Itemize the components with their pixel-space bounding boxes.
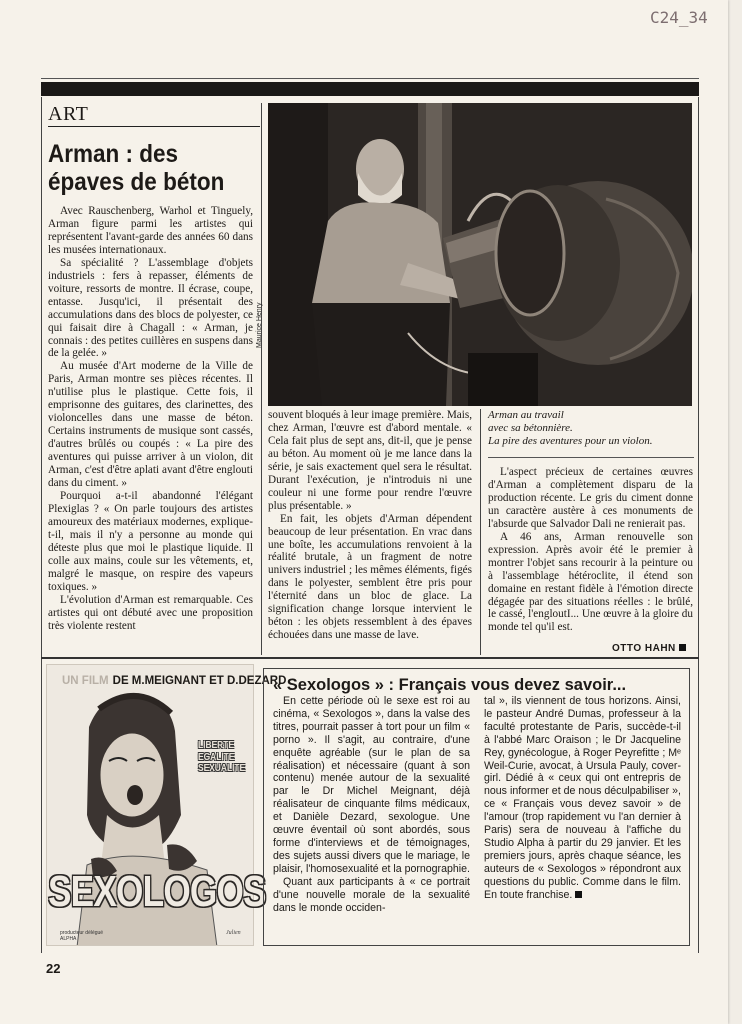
poster-title: SEXOLOGOS <box>48 867 266 916</box>
paragraph: souvent bloqués à leur image première. Mais, chez Arman, l'œuvre est d'abord mentale. « Cela fait plus de sept ans, dit-il, que je pense au béton. Au moment où je me lance dans la série, je sais exactement quel sera le résultat. Durant l'exécution, je n'introduis ni une couleur ni une forme pour rendre l'œuvre plus présentable. » <box>268 409 472 512</box>
tagline-word: EGALITE <box>198 750 235 763</box>
caption-rule <box>488 457 694 458</box>
poster-producer-label: producteur délégué <box>60 930 104 936</box>
paragraph: L'évolution d'Arman est remarquable. Ces artistes qui ont débuté avec une proposition très violente restent <box>48 593 253 632</box>
page-number: 22 <box>46 961 61 976</box>
article-column-1 <box>48 205 253 632</box>
caption-line: La pire des aventures pour un violon. <box>488 434 653 447</box>
archive-reference: C24_34 <box>650 8 708 27</box>
article-column-3 <box>488 466 693 634</box>
paragraph: Pourquoi a-t-il abandonné l'élégant Plexiglas ? « On parle toujours des artistes amoureux des matériaux modernes, explique-t-il, mais il n'y a personne au monde qui déteste plus que moi le plastique liquide. Il colle aux mains, coule sur les vêtements, et, malgré le masque, on respire des vapeurs toxiques. » <box>48 489 253 593</box>
article-column-2 <box>268 409 472 642</box>
paragraph: A 46 ans, Arman renouvelle son expression. Après avoir été le premier à montrer l'objet sans recourir à la peinture ou à l'assemblage hétéroclite, il étend son domaine en restant fidèle à l'émotion directe dégagée par des situations réelles : le brûlé, le cassé, l'engloutI... Une œuvre à la gloire du monde tel qu'il est. <box>488 530 693 634</box>
caption-line: avec sa bétonnière. <box>488 421 573 434</box>
film-review-title: « Sexologos » : Français vous devez savoir... <box>273 676 627 694</box>
section-label: ART <box>48 103 260 127</box>
arman-photo <box>268 103 692 406</box>
tagline-word: LIBERTE <box>198 739 234 751</box>
poster-small-print <box>60 930 103 942</box>
section-divider <box>41 657 699 659</box>
top-thin-rule <box>41 78 699 79</box>
column-rule <box>480 409 481 655</box>
film-review-column-1 <box>273 695 470 914</box>
tagline-word: SEXUALITE <box>198 762 246 774</box>
photo-illustration <box>268 103 692 406</box>
paragraph-text: tal », ils viennent de tous horizons. Ainsi, le pasteur André Dumas, professeur à la faculté protestante de Paris, succède-t-il à l'abbé Marc Oraison ; le Dr Jacqueline Rey, gynécologue, à Roger Peyrefitte ; Mᵉ Weil-Curie, avocat, à Ursula Pauly, cover-girl. Dédié à « ceux qui ont entrepris de nous informer et de nous déculpabiliser », ce « Français vous devez savoir » de l'amour (trop rapidement vu l'an dernier à Paris) sera de nouveau à l'affiche du Studio Alpha à partir du 29 janvier. Et les premiers jours, après chaque séance, les auteurs de « Sexologos » répondront aux questions du public. Comme dans le film. En toute franchise. <box>484 695 681 901</box>
poster-directors: DE M.MEIGNANT ET D.DEZARD <box>112 675 287 687</box>
byline-author: OTTO HAHN <box>612 643 676 654</box>
poster-producer-name: ALPHA <box>60 936 77 942</box>
paragraph: Quant aux participants à « ce portrait d'une nouvelle morale de la sexualité dans le monde occiden- <box>273 875 470 914</box>
column-rule <box>261 103 262 655</box>
paragraph: En cette période où le sexe est roi au cinéma, « Sexologos », dans la valse des titres, pourrait passer à tort pour un film « porno ». Il s'agit, au contraire, d'une enquête agréable (sur le plan de sa réalisation) et nécessaire (quant à son contenu) menée autour de la sexualité par le Dr Michel Meignant, déjà réalisateur de cinquante films médicaux, et Danièle Dezard, sexologue. Une œuvre éventail où sont abordés, sous forme d'interviews et de témoignages, des sujets aussi divers que le mariage, le plaisir, l'homosexualité et la pornographie. <box>273 695 470 875</box>
photo-caption <box>488 409 694 447</box>
paragraph: En fait, les objets d'Arman dépendent beaucoup de leur présentation. En vrac dans une boîte, les accumulations renvoient à la réalité brutale, à un fragment de notre univers industriel ; les mêmes éléments, figés dans le polyester, semblent être pris pour l'éternité dans un bloc de glace. La signification change lorsque intervient le béton : les objets ressemblent à des épaves échouées dans une masse de lave. <box>268 512 472 642</box>
paragraph: Sa spécialité ? L'assemblage d'objets industriels : fers à repasser, éléments de voiture, ressorts de montre. Il écrase, coupe, entasse. Jusqu'ici, il présentait des accumulations dans des blocs de polyester, ce qui faisait dire à Chagall : « Arman, je connais : des petites cuillères en suspens dans de la gelée. » <box>48 256 253 360</box>
paragraph: Avec Rauschenberg, Warhol et Tinguely, Arman figure parmi les artistes qui représentent l'avant-garde des années 60 dans les musées internationaux. <box>48 205 253 256</box>
end-mark-icon <box>575 891 582 898</box>
caption-line: Arman au travail <box>488 409 564 421</box>
paragraph: L'aspect précieux de certaines œuvres d'Arman a complètement disparu de la production récente. Le gris du ciment donne un caractère austère à ces monuments de l'absurde que Salvador Dali ne renierait pas. <box>488 466 693 530</box>
paragraph: Au musée d'Art moderne de la Ville de Paris, Arman montre ses pièces récentes. Il n'utilise plus le plastique. Cette fois, il emprisonne des guitares, des clarinettes, des violoncelles dans une masse de béton. Certains instruments de musique sont cassés, d'autres brûlés ou coupés : « La pire des aventures qui puisse arriver à un violon, dit Arman, c'est d'être aplati avant d'être englouti dans du ciment. » <box>48 360 253 490</box>
poster-tagline <box>198 740 254 775</box>
film-review-column-2 <box>484 695 681 902</box>
photo-credit: Maurice Henry <box>256 302 263 348</box>
end-mark-icon <box>679 644 686 651</box>
poster-faded-prefix: UN FILM <box>62 675 109 687</box>
paragraph <box>484 695 681 902</box>
poster-signature: Julien <box>226 930 241 936</box>
top-rule <box>41 82 699 96</box>
article-headline: Arman : des épaves de béton <box>48 140 225 196</box>
poster-credit <box>62 675 286 687</box>
article-byline <box>612 643 686 654</box>
